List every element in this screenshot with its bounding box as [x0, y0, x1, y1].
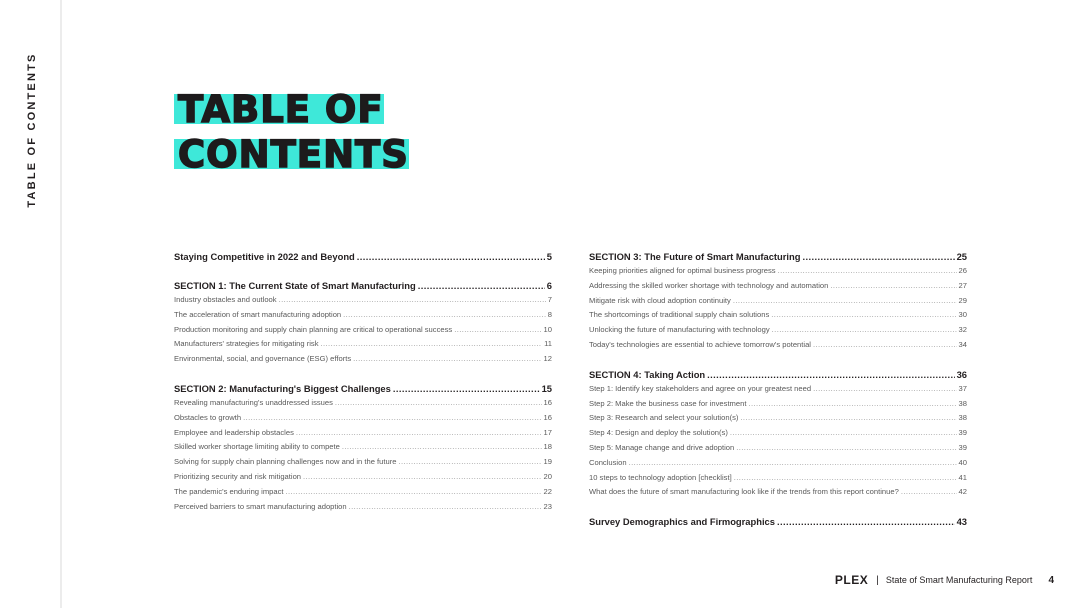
toc-page-number: 37	[958, 383, 967, 393]
toc-entry-title: The pandemic's enduring impact	[174, 486, 284, 496]
toc-entry-title: The shortcomings of traditional supply chain solutions	[589, 310, 770, 320]
toc-entry-title: Environmental, social, and governance (ESG) efforts	[174, 354, 352, 364]
toc-spacer	[589, 502, 967, 516]
toc-entry[interactable]	[589, 473, 967, 488]
toc-entry[interactable]	[589, 281, 967, 296]
toc-entry[interactable]	[174, 398, 552, 413]
toc-dot-leader	[303, 472, 542, 481]
toc-page-number: 26	[958, 266, 967, 275]
toc-entry-title: Step 5: Manage change and drive adoption	[589, 442, 735, 452]
toc-section-heading[interactable]	[174, 280, 552, 295]
toc-page-number: 20	[543, 471, 552, 481]
toc-entry[interactable]	[174, 472, 552, 487]
toc-entry-title: Solving for supply chain planning challenges now and in the future	[174, 457, 397, 467]
toc-spacer	[174, 266, 552, 280]
toc-entry-title: Revealing manufacturing's unaddressed issues	[174, 397, 333, 407]
title-line-1: TABLE OF	[174, 94, 384, 124]
toc-entry-title: Today's technologies are essential to achieve tomorrow's potential	[589, 339, 811, 349]
toc-entry[interactable]	[174, 457, 552, 472]
toc-page-number: 15	[541, 382, 552, 394]
toc-dot-leader	[740, 413, 956, 422]
toc-entry-title: Step 2: Make the business case for investment	[589, 398, 747, 408]
toc-page-number: 34	[958, 339, 967, 349]
toc-page-number: 32	[958, 325, 967, 335]
toc-dot-leader	[771, 310, 956, 319]
toc-section-heading[interactable]	[589, 251, 967, 266]
toc-page-number: 39	[958, 428, 967, 438]
toc-dot-leader	[802, 251, 954, 262]
toc-page-number: 5	[546, 251, 552, 262]
toc-dot-leader	[707, 369, 954, 380]
toc-entry[interactable]	[589, 428, 967, 443]
toc-entry-title: Keeping priorities aligned for optimal business progress	[589, 266, 776, 275]
sidebar-label: TABLE OF CONTENTS	[26, 52, 38, 208]
toc-dot-leader	[296, 428, 542, 437]
toc-entry-title: Industry obstacles and outlook	[174, 295, 277, 304]
toc-entry[interactable]	[589, 296, 967, 311]
toc-spacer	[589, 355, 967, 369]
toc-page-number: 30	[958, 310, 967, 320]
toc-dot-leader	[454, 325, 541, 334]
toc-entry[interactable]	[174, 295, 552, 310]
toc-entry[interactable]	[589, 443, 967, 458]
logo-text-ex: EX	[851, 573, 869, 587]
toc-dot-leader	[353, 354, 541, 363]
toc-entry-title: Production monitoring and supply chain planning are critical to operational success	[174, 324, 453, 334]
toc-dot-leader	[901, 487, 957, 496]
title-line-2: CONTENTS	[174, 139, 409, 169]
toc-dot-leader	[357, 251, 545, 262]
toc-entry[interactable]	[174, 310, 552, 325]
toc-page-number: 22	[543, 486, 552, 496]
toc-page-number: 7	[547, 295, 552, 304]
toc-entry-title: Unlocking the future of manufacturing with technology	[589, 325, 770, 335]
toc-section-heading[interactable]	[589, 369, 967, 384]
toc-entry[interactable]	[174, 354, 552, 369]
toc-entry[interactable]	[174, 325, 552, 340]
toc-entry[interactable]	[174, 487, 552, 502]
toc-dot-leader	[772, 325, 957, 334]
toc-page-number: 12	[543, 354, 552, 364]
toc-page-number: 36	[956, 368, 967, 380]
toc-entry[interactable]	[174, 442, 552, 457]
toc-page-number: 10	[543, 324, 552, 334]
toc-page-number: 38	[958, 398, 967, 408]
toc-page-number: 8	[547, 309, 552, 319]
toc-entry[interactable]	[174, 339, 552, 354]
toc-entry-title: Perceived barriers to smart manufacturing adoption	[174, 501, 347, 511]
toc-dot-leader	[279, 295, 546, 304]
toc-entry-title: The acceleration of smart manufacturing adoption	[174, 309, 342, 319]
toc-dot-leader	[730, 428, 957, 437]
toc-dot-leader	[629, 458, 957, 467]
toc-entry[interactable]	[589, 487, 967, 502]
toc-page-number: 43	[956, 516, 967, 528]
toc-entry-title: Addressing the skilled worker shortage with technology and automation	[589, 280, 829, 290]
toc-page-number: 6	[546, 280, 552, 291]
toc-dot-leader	[748, 399, 956, 408]
toc-entry-title: Obstacles to growth	[174, 412, 242, 422]
toc-dot-leader	[349, 502, 542, 511]
toc-dot-leader	[286, 487, 542, 496]
toc-dot-leader	[418, 280, 545, 291]
toc-page-number: 40	[958, 457, 967, 467]
toc-page-number: 18	[543, 442, 552, 452]
footer-separator: |	[876, 574, 879, 586]
toc-dot-leader	[342, 442, 542, 451]
report-title: State of Smart Manufacturing Report	[885, 575, 1033, 585]
toc-entry[interactable]	[174, 428, 552, 443]
toc-entry-title: Staying Competitive in 2022 and Beyond	[174, 251, 355, 262]
toc-entry-title: Step 3: Research and select your solution(s)	[589, 413, 739, 423]
toc-dot-leader	[830, 281, 956, 290]
page-title	[174, 88, 409, 184]
toc-entry[interactable]	[589, 458, 967, 473]
toc-page-number: 11	[544, 339, 552, 349]
toc-page-number: 19	[543, 457, 552, 467]
sidebar	[0, 0, 62, 608]
toc-dot-leader	[778, 266, 957, 275]
toc-entry-title: What does the future of smart manufacturing look like if the trends from this report continue?	[589, 487, 899, 497]
toc-entry-title: Prioritizing security and risk mitigation	[174, 471, 302, 481]
toc-right-column	[589, 251, 967, 531]
toc-section-heading[interactable]	[174, 251, 552, 266]
logo-text-pl: PL	[834, 573, 852, 587]
toc-entry-title: Conclusion	[589, 457, 627, 467]
toc-page-number: 17	[543, 427, 552, 437]
toc-page-number: 23	[543, 501, 552, 511]
toc-dot-leader	[335, 398, 542, 407]
toc-dot-leader	[733, 296, 957, 305]
toc-entry-title: SECTION 1: The Current State of Smart Manufacturing	[174, 280, 416, 291]
toc-entry-title: SECTION 3: The Future of Smart Manufacturing	[589, 251, 801, 262]
toc-entry-title: Employee and leadership obstacles	[174, 427, 294, 437]
toc-page-number: 38	[958, 413, 967, 423]
toc-entry-title: Mitigate risk with cloud adoption continuity	[589, 295, 731, 305]
toc-page-number: 25	[956, 251, 967, 262]
toc-entry[interactable]	[589, 340, 967, 355]
toc-page-number: 27	[958, 280, 967, 290]
toc-spacer	[174, 369, 552, 383]
toc-entry[interactable]	[589, 325, 967, 340]
toc-dot-leader	[734, 473, 957, 482]
toc-entry-title: Manufacturers' strategies for mitigating risk	[174, 339, 319, 349]
toc-section-heading[interactable]	[174, 383, 552, 398]
toc-dot-leader	[777, 516, 955, 527]
toc-entry-title: Survey Demographics and Firmographics	[589, 516, 775, 528]
toc-entry[interactable]	[589, 399, 967, 414]
toc-entry[interactable]	[589, 310, 967, 325]
toc-entry-title: Step 1: Identify key stakeholders and agree on your greatest need	[589, 383, 812, 393]
toc-page-number: 29	[958, 295, 967, 305]
toc-entry-title: SECTION 4: Taking Action	[589, 368, 706, 380]
toc-dot-leader	[243, 413, 541, 422]
toc-entry-title: 10 steps to technology adoption [checklist]	[589, 472, 732, 482]
plex-logo	[835, 573, 868, 587]
toc-dot-leader	[736, 443, 956, 452]
toc-dot-leader	[398, 457, 541, 466]
toc-entry[interactable]	[174, 502, 552, 517]
toc-entry[interactable]	[589, 384, 967, 399]
toc-dot-leader	[343, 310, 546, 319]
toc-entry[interactable]	[174, 413, 552, 428]
toc-page-number: 41	[958, 472, 967, 482]
toc-page-number: 39	[958, 442, 967, 452]
toc-page-number: 16	[543, 412, 552, 422]
toc-page-number: 16	[543, 397, 552, 407]
toc-left-column	[174, 251, 552, 516]
toc-dot-leader	[813, 384, 956, 393]
toc-entry[interactable]	[589, 413, 967, 428]
footer	[835, 573, 1054, 587]
toc-page-number: 42	[958, 487, 967, 497]
toc-dot-leader	[813, 340, 957, 349]
toc-dot-leader	[321, 339, 543, 348]
page-number: 4	[1048, 574, 1054, 586]
toc-entry[interactable]	[589, 266, 967, 281]
toc-entry-title: Step 4: Design and deploy the solution(s)	[589, 428, 728, 438]
toc-entry-title: Skilled worker shortage limiting ability to compete	[174, 442, 340, 452]
toc-section-heading[interactable]	[589, 516, 967, 531]
toc-entry-title: SECTION 2: Manufacturing's Biggest Challenges	[174, 382, 391, 394]
toc-dot-leader	[393, 383, 540, 394]
